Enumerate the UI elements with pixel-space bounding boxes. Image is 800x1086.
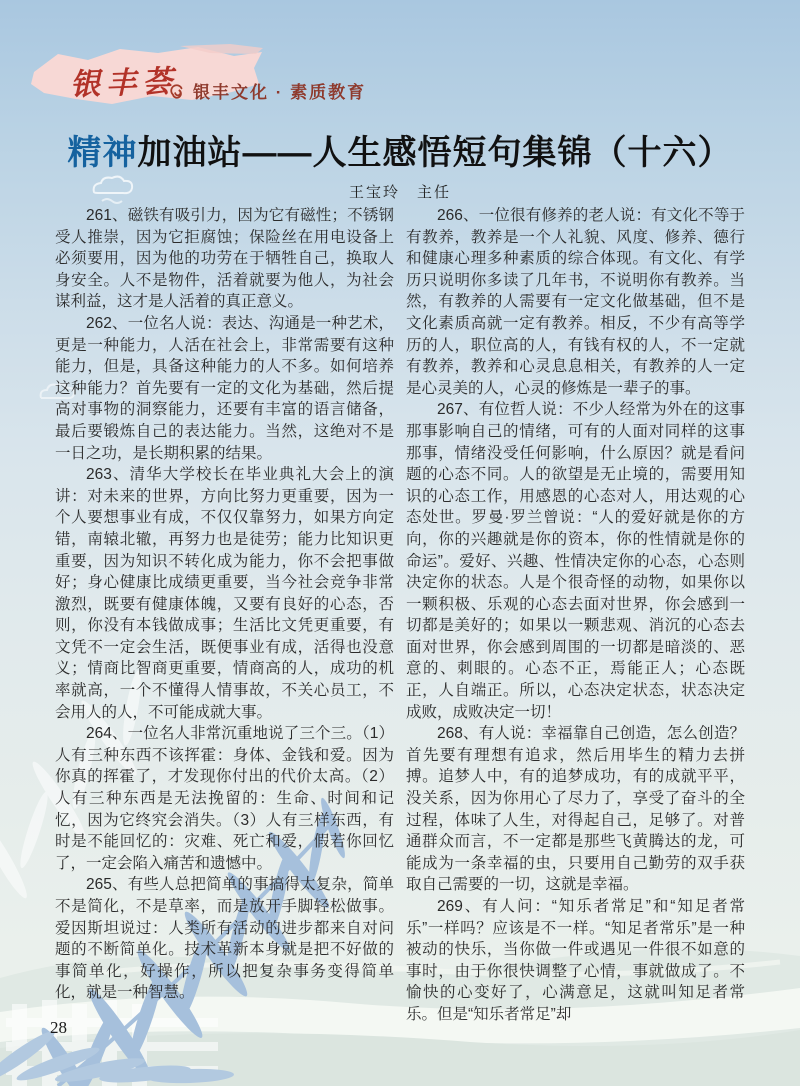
quote-item-268: 268、有人说：幸福靠自己创造，怎么创造？首先要有理想有追求，然后用毕生的精力去拼搏。追梦人中，有的追梦成功，有的成就平平，没关系，因为你用心了尽力了，享受了奋斗的全过程，体味了人生，对得起自己，足够了。对普通群众而言，不一定都是那些飞黄腾达的龙，可能成为一条幸福的虫，只要用自己勤劳的双手获取自己需要的一切，这就是幸福。 — [406, 725, 745, 894]
quote-item-269: 269、有人问：“知乐者常足”和“知足者常乐”一样吗？应该是不一样。“知足者常乐”是一种被动的快乐，当你做一件或遇见一件很不如意的事时，由于你很快调整了心情，事就做成了。不愉快的心变好了，心满意足，这就叫知足者常乐。但是“知乐者常足”却 — [406, 898, 745, 1023]
quote-item-265: 265、有些人总把简单的事搞得太复杂，简单不是简化，不是草率，而是放开手脚轻松做事。爱因斯坦说过：人类所有活动的进步都来自对问题的不断简单化。技术革新本身就是把不好做的事简单化，好操作，所以把复杂事务变得简单化，就是一种智慧。 — [55, 876, 394, 1002]
title-rest: 加油站——人生感悟短句集锦（十六） — [137, 134, 733, 172]
quote-item-261: 261、磁铁有吸引力，因为它有磁性；不锈钢受人推崇，因为它拒腐蚀；保险丝在用电设备上必须要用，因为他的功劳在于牺牲自己，换取人身安全。人不是物件，活着就要为他人，为社会谋利益，这才是人活着的真正意义。 — [55, 207, 394, 311]
swirl-icon — [168, 82, 186, 100]
left-column — [55, 205, 394, 1026]
quote-item-263: 263、清华大学校长在毕业典礼大会上的演讲：对未来的世界，方向比努力更重要，因为一个人要想事业有成，不仅仅靠努力，如果方向定错，南辕北辙，再努力也是徒劳；能力比知识更重要，因为知识不转化成为能力，你不会把事做好；身心健康比成绩更重要，当今社会竞争非常激烈，既要有健康体魄，又要有良好的心态，否则，你没有本钱做成事；生活比文凭更重要，有文凭不一定会生活，既便事业有成，活得也没意义；情商比智商更重要，情商高的人，成功的机率就高，一个不懂得人情事故，不关心员工，不会用人的人，不可能成就大事。 — [55, 466, 394, 721]
masthead — [30, 40, 450, 120]
right-column — [406, 205, 745, 1026]
quote-item-264: 264、一位名人非常沉重地说了三个三。（1）人有三种东西不该挥霍：身体、金钱和爱。因为你真的挥霍了，才发现你付出的代价太高。（2）人有三种东西是无法挽留的：生命、时间和记忆，因为它终究会消失。（3）人有三样东西，有时是不能回忆的：灾难、死亡和爱，假若你回忆了，一定会陷入痛苦和遗憾中。 — [55, 725, 394, 872]
article-title — [0, 131, 800, 175]
magazine-logo: 银丰荟 — [69, 64, 179, 103]
title-highlight: 精神 — [67, 134, 138, 172]
page-number: 28 — [50, 1018, 67, 1037]
magazine-tagline: 银丰文化 · 素质教育 — [193, 83, 367, 102]
quote-item-267: 267、有位哲人说：不少人经常为外在的这事那事影响自己的情绪，可有的人面对同样的这事那事，情绪没受任何影响，什么原因？就是看问题的心态不同。人的欲望是无止境的，需要用知识的心态工作，用感恩的心态对人，用达观的心态处世。罗曼·罗兰曾说：“人的爱好就是你的方向，你的兴趣就是你的资本，你的性情就是你的命运”。爱好、兴趣、性情决定你的心态，心态则决定你的状态。人是个很奇怪的动物，如果你以一颗积极、乐观的心态去面对世界，你会感到一切都是美好的；如果以一颗悲观、消沉的心态去面对世界，你会感到周围的一切都是暗淡的、恶意的、刺眼的。心态不正，焉能正人；心态既正，人自端正。所以，心态决定状态，状态决定成败，成败决定一切！ — [406, 401, 745, 721]
byline: 王宝玲 主任 — [348, 184, 451, 201]
quote-item-262: 262、一位名人说：表达、沟通是一种艺术，更是一种能力，人活在社会上，非常需要有这种能力，但是，具备这种能力的人不多。如何培养这种能力？首先要有一定的文化为基础，然后提高对事物的洞察能力，还要有丰富的语言储备，最后要锻炼自己的表达能力。当然，这绝对不是一日之功，是长期积累的结果。 — [55, 314, 394, 462]
article-body — [55, 205, 745, 1026]
quote-item-266: 266、一位很有修养的老人说：有文化不等于有教养，教养是一个人礼貌、风度、修养、德行和健康心理多种素质的综合体现。有文化、有学历只说明你多读了几年书，不说明你有教养。当然，有教养的人需要有一定文化做基础，但不是文化素质高就一定有教养。相反，不少有高等学历的人，职位高的人，有钱有权的人，不一定就有教养，教养和心灵息息相关，有教养的人一定是心灵美的人，心灵的修炼是一辈子的事。 — [406, 207, 745, 397]
